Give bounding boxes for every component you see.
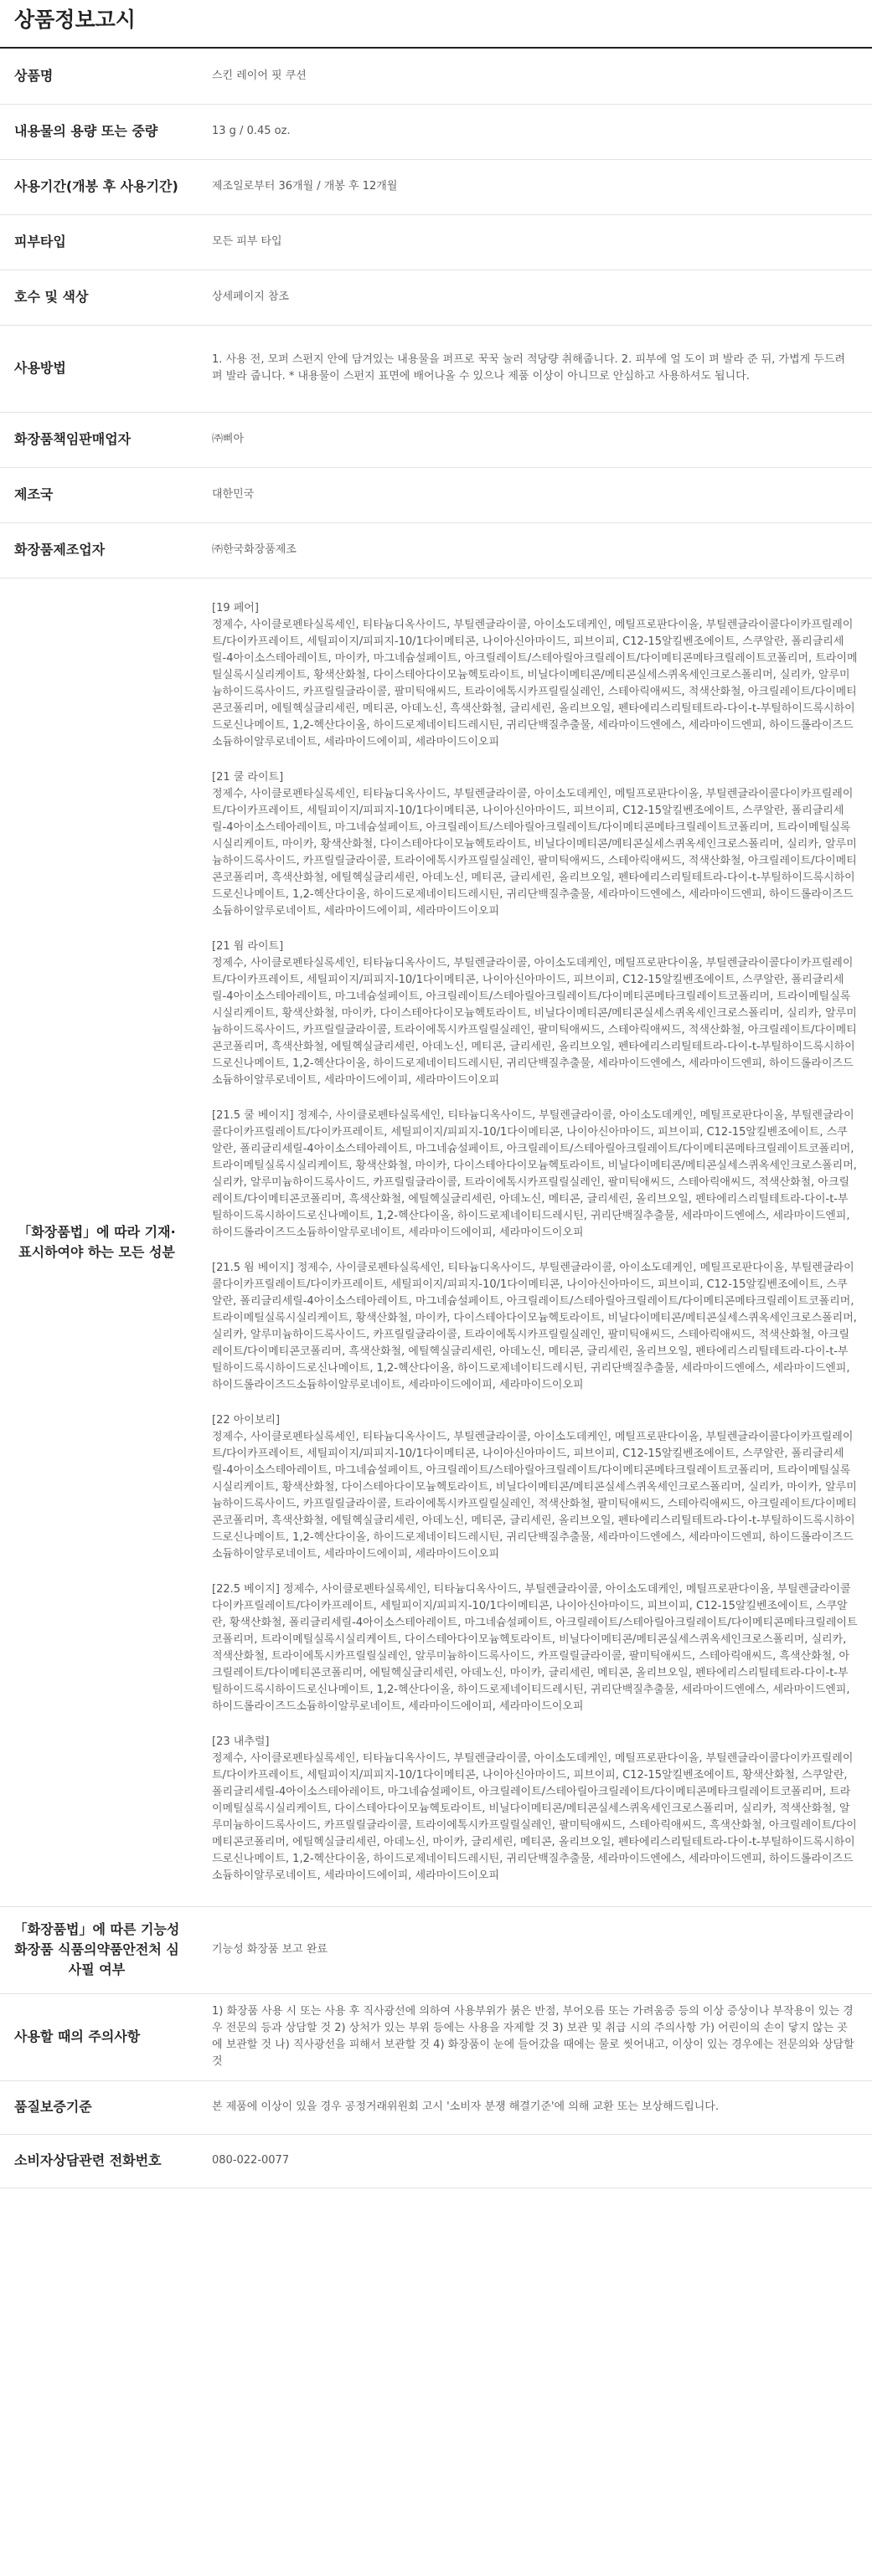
info-row-ingredients: [0, 578, 872, 1906]
row-value: 080-022-0077: [193, 2134, 872, 2188]
ingredient-block: [21.5 웜 베이지] 정제수, 사이클로펜타실록세인, 티타늄디옥사이드, 부틸렌글라이콜, 아이소도데케인, 메틸프로판다이올, 부틸렌글라이콜다이카프릴레이트/다이카프레이트, 세틸피이지/피피지-10/1다이메티콘, 나이아신아마이드, 피브이피, C12-15알킬벤조에이트, 스쿠알란, 폴리글리세릴-4아이소스테아레이트, 마그네슘설페이트, 아크릴레이트/스테아릴아크릴레이트/다이메티콘메타크릴레이트코폴리머, 트라이메틸실록시실리케이트, 황색산화철, 마이카, 다이스테아다이모늄헥토라이트, 비닐다이메티콘/메티콘실세스퀴옥세인크로스폴리머, 실리카, 알루미늄하이드록사이드, 카프릴릴글라이콜, 트라이에톡시카프릴릴실레인, 팔미틱애씨드, 스테아릭애씨드, 적색산화철, 아크릴레이트/다이메티콘코폴리머, 흑색산화철, 에틸헥실글리세린, 아데노신, 메티콘, 글리세린, 올리브오일, 펜타에리스리틸테트라-다이-t-부틸하이드록시하이드로신나메이트, 1,2-헥산다이올, 하이드로제네이티드레시틴, 귀리단백질추출물, 세라마이드엔에스, 세라마이드엔피, 하이드롤라이즈드소듐하이알루로네이트, 세라마이드에이피, 세라마이드이오피: [212, 1261, 857, 1391]
row-label: 제조국: [0, 467, 193, 522]
ingredient-block: [23 내추럴] 정제수, 사이클로펜타실록세인, 티타늄디옥사이드, 부틸렌글라이콜, 아이소도데케인, 메틸프로판다이올, 부틸렌글라이콜다이카프릴레이트/다이카프레이트, 세틸피이지/피피지-10/1다이메티콘, 나이아신아마이드, 피브이피, C12-15알킬벤조에이트, 황색산화철, 스쿠알란, 폴리글리세릴-4아이소스테아레이트, 마그네슘설페이트, 아크릴레이트/스테아릴아크릴레이트/다이메티콘메타크릴레이트코폴리머, 트라이메틸실록시실리케이트, 다이스테아다이모늄헥토라이트, 비닐다이메티콘/메티콘실세스퀴옥세인크로스폴리머, 실리카, 적색산화철, 알루미늄하이드록사이드, 카프릴릴글라이콜, 트라이에톡시카프릴릴실레인, 팔미틱애씨드, 스테아릭애씨드, 흑색산화철, 아크릴레이트/다이메티콘코폴리머, 에틸헥실글리세린, 아데노신, 마이카, 글리세린, 메티콘, 올리브오일, 펜타에리스리틸테트라-다이-t-부틸하이드록시하이드로신나메이트, 1,2-헥산다이올, 하이드로제네이티드레시틴, 귀리단백질추출물, 세라마이드엔에스, 세라마이드엔피, 하이드롤라이즈드소듐하이알루로네이트, 세라마이드에이피, 세라마이드이오피: [212, 1735, 857, 1882]
info-row-skin-type: [0, 214, 872, 270]
row-label: 「화장품법」에 따라 기재·표시하여야 하는 모든 성분: [0, 578, 193, 1906]
ingredient-block: [22 아이보리] 정제수, 사이클로펜타실록세인, 티타늄디옥사이드, 부틸렌글라이콜, 아이소도데케인, 메틸프로판다이올, 부틸렌글라이콜다이카프릴레이트/다이카프레이트, 세틸피이지/피피지-10/1다이메티콘, 나이아신아마이드, 피브이피, C12-15알킬벤조에이트, 스쿠알란, 폴리글리세릴-4아이소스테아레이트, 마그네슘설페이트, 아크릴레이트/스테아릴아크릴레이트/다이메티콘메타크릴레이트코폴리머, 트라이메틸실록시실리케이트, 황색산화철, 다이스테아다이모늄헥토라이트, 비닐다이메티콘/메티콘실세스퀴옥세인크로스폴리머, 실리카, 마이카, 알루미늄하이드록사이드, 카프릴릴글라이콜, 트라이에톡시카프릴릴실레인, 적색산화철, 팔미틱애씨드, 스테아릭애씨드, 아크릴레이트/다이메티콘코폴리머, 흑색산화철, 에틸헥실글리세린, 아데노신, 메티콘, 글리세린, 올리브오일, 펜타에리스리틸테트라-다이-t-부틸하이드록시하이드로신나메이트, 1,2-헥산다이올, 하이드로제네이티드레시틴, 귀리단백질추출물, 세라마이드엔에스, 세라마이드엔피, 하이드롤라이즈드소듐하이알루로네이트, 세라마이드에이피, 세라마이드이오피: [212, 1413, 857, 1561]
row-value: 제조일로부터 36개월 / 개봉 후 12개월: [193, 159, 872, 214]
info-row-functional: [0, 1906, 872, 1993]
row-label: 사용할 때의 주의사항: [0, 1993, 193, 2080]
row-value: 1. 사용 전, 모퍼 스펀지 안에 담겨있는 내용물을 퍼프로 꾹꾹 눌러 적당량 취해줍니다. 2. 피부에 얼 도이 펴 발라 준 뒤, 가볍게 두드려 펴 발라 줍니다. * 내용물이 스펀지 표면에 배어나올 수 있으나 제품 이상이 아니므로 안심하고 사용하셔도 됩니다.: [193, 325, 872, 412]
info-row-caution: [0, 1993, 872, 2080]
ingredient-block: [19 페어] 정제수, 사이클로펜타실록세인, 티타늄디옥사이드, 부틸렌글라이콜, 아이소도데케인, 메틸프로판다이올, 부틸렌글라이콜다이카프릴레이트/다이카프레이트, 세틸피이지/피피지-10/1다이메티콘, 나이아신아마이드, 피브이피, C12-15알킬벤조에이트, 스쿠알란, 폴리글리세릴-4아이소스테아레이트, 마이카, 마그네슘설페이트, 아크릴레이트/스테아릴아크릴레이트/다이메티콘메타크릴레이트코폴리머, 트라이메틸실록시실리케이트, 황색산화철, 다이스테아다이모늄헥토라이트, 비닐다이메티콘/메티콘실세스퀴옥세인크로스폴리머, 실리카, 알루미늄하이드록사이드, 카프릴릴글라이콜, 팔미틱애씨드, 트라이에톡시카프릴릴실레인, 스테아릭애씨드, 적색산화철, 아크릴레이트/다이메티콘코폴리머, 에틸헥실글리세린, 메티콘, 아데노신, 흑색산화철, 글리세린, 올리브오일, 펜타에리스리틸테트라-다이-t-부틸하이드록시하이드로신나메이트, 1,2-헥산다이올, 하이드로제네이티드레시틴, 귀리단백질추출물, 세라마이드엔에스, 세라마이드엔피, 하이드롤라이즈드소듐하이알루로네이트, 세라마이드에이피, 세라마이드이오피: [212, 601, 858, 748]
info-row-maker: [0, 522, 872, 578]
info-row-shade: [0, 270, 872, 325]
ingredient-block: [21 쿨 라이트] 정제수, 사이클로펜타실록세인, 티타늄디옥사이드, 부틸렌글라이콜, 아이소도데케인, 메틸프로판다이올, 부틸렌글라이콜다이카프릴레이트/다이카프레이트, 세틸피이지/피피지-10/1다이메티콘, 나이아신아마이드, 피브이피, C12-15알킬벤조에이트, 스쿠알란, 폴리글리세릴-4아이소스테아레이트, 마그네슘설페이트, 아크릴레이트/스테아릴아크릴레이트/다이메티콘메타크릴레이트코폴리머, 트라이메틸실록시실리케이트, 마이카, 황색산화철, 다이스테아다이모늄헥토라이트, 비닐다이메티콘/메티콘실세스퀴옥세인크로스폴리머, 실리카, 알루미늄하이드록사이드, 카프릴릴글라이콜, 트라이에톡시카프릴릴실레인, 팔미틱애씨드, 스테아릭애씨드, 적색산화철, 아크릴레이트/다이메티콘코폴리머, 흑색산화철, 에틸헥실글리세린, 아데노신, 메티콘, 글리세린, 올리브오일, 펜타에리스리틸테트라-다이-t-부틸하이드록시하이드로신나메이트, 1,2-헥산다이올, 하이드로제네이티드레시틴, 귀리단백질추출물, 세라마이드엔에스, 세라마이드엔피, 하이드롤라이즈드소듐하이알루로네이트, 세라마이드에이피, 세라마이드이오피: [212, 770, 857, 918]
row-label: 「화장품법」에 따른 기능성 화장품 식품의약품안전처 심사필 여부: [0, 1906, 193, 1993]
info-row-period: [0, 159, 872, 214]
row-label: 사용기간(개봉 후 사용기간): [0, 159, 193, 214]
row-value: 스킨 레이어 핏 쿠션: [193, 49, 872, 104]
product-info-table: [0, 49, 872, 2188]
row-label: 호수 및 색상: [0, 270, 193, 325]
row-value: ㈜삐아: [193, 412, 872, 467]
info-row-quality: [0, 2080, 872, 2134]
info-row-usage: [0, 325, 872, 412]
page-title: 상품정보고시: [0, 0, 872, 49]
info-row-volume: [0, 104, 872, 159]
row-label: 화장품제조업자: [0, 522, 193, 578]
info-row-phone: [0, 2134, 872, 2188]
ingredient-block: [21.5 쿨 베이지] 정제수, 사이클로펜타실록세인, 티타늄디옥사이드, 부틸렌글라이콜, 아이소도데케인, 메틸프로판다이올, 부틸렌글라이콜다이카프릴레이트/다이카프레이트, 세틸피이지/피피지-10/1다이메티콘, 나이아신아마이드, 피브이피, C12-15알킬벤조에이트, 스쿠알란, 폴리글리세릴-4아이소스테아레이트, 마그네슘설페이트, 아크릴레이트/스테아릴아크릴레이트/다이메티콘메타크릴레이트코폴리머, 트라이메틸실록시실리케이트, 황색산화철, 마이카, 다이스테아다이모늄헥토라이트, 비닐다이메티콘/메티콘실세스퀴옥세인크로스폴리머, 실리카, 알루미늄하이드록사이드, 카프릴릴글라이콜, 트라이에톡시카프릴릴실레인, 팔미틱애씨드, 스테아릭애씨드, 적색산화철, 아크릴레이트/다이메티콘코폴리머, 흑색산화철, 에틸헥실글리세린, 아데노신, 메티콘, 글리세린, 올리브오일, 펜타에리스리틸테트라-다이-t-부틸하이드록시하이드로신나메이트, 1,2-헥산다이올, 하이드로제네이티드레시틴, 귀리단백질추출물, 세라마이드엔에스, 세라마이드엔피, 하이드롤라이즈드소듐하이알루로네이트, 세라마이드에이피, 세라마이드이오피: [212, 1108, 857, 1239]
ingredient-block: [22.5 베이지] 정제수, 사이클로펜타실록세인, 티타늄디옥사이드, 부틸렌글라이콜, 아이소도데케인, 메틸프로판다이올, 부틸렌글라이콜다이카프릴레이트/다이카프레이트, 세틸피이지/피피지-10/1다이메티콘, 나이아신아마이드, 피브이피, C12-15알킬벤조에이트, 스쿠알란, 황색산화철, 폴리글리세릴-4아이소스테아레이트, 마그네슘설페이트, 아크릴레이트/스테아릴아크릴레이트/다이메티콘메타크릴레이트코폴리머, 트라이메틸실록시실리케이트, 다이스테아다이모늄헥토라이트, 비닐다이메티콘/메티콘실세스퀴옥세인크로스폴리머, 실리카, 적색산화철, 트라이에톡시카프릴릴실레인, 알루미늄하이드록사이드, 카프릴릴글라이콜, 팔미틱애씨드, 스테아릭애씨드, 흑색산화철, 아크릴레이트/다이메티콘코폴리머, 에틸헥실글리세린, 아데노신, 마이카, 글리세린, 메티콘, 올리브오일, 펜타에리스리틸테트라-다이-t-부틸하이드록시하이드로신나메이트, 1,2-헥산다이올, 하이드로제네이티드레시틴, 귀리단백질추출물, 세라마이드엔에스, 세라마이드엔피, 하이드롤라이즈드소듐하이알루로네이트, 세라마이드에이피, 세라마이드이오피: [212, 1582, 858, 1713]
row-value: 모든 피부 타입: [193, 214, 872, 270]
row-label: 품질보증기준: [0, 2080, 193, 2134]
row-value: 본 제품에 이상이 있을 경우 공정거래위원회 고시 '소비자 분쟁 해결기준'에 의해 교환 또는 보상해드립니다.: [193, 2080, 872, 2134]
ingredients-list: [193, 578, 872, 1906]
row-label: 화장품책임판매업자: [0, 412, 193, 467]
row-label: 소비자상담관련 전화번호: [0, 2134, 193, 2188]
row-label: 내용물의 용량 또는 중량: [0, 104, 193, 159]
row-value: 13 g / 0.45 oz.: [193, 104, 872, 159]
info-row-seller: [0, 412, 872, 467]
info-row-name: [0, 49, 872, 104]
row-label: 상품명: [0, 49, 193, 104]
row-label: 사용방법: [0, 325, 193, 412]
row-value: 기능성 화장품 보고 완료: [193, 1906, 872, 1993]
row-value: 상세페이지 참조: [193, 270, 872, 325]
row-value: 대한민국: [193, 467, 872, 522]
ingredient-block: [21 웜 라이트] 정제수, 사이클로펜타실록세인, 티타늄디옥사이드, 부틸렌글라이콜, 아이소도데케인, 메틸프로판다이올, 부틸렌글라이콜다이카프릴레이트/다이카프레이트, 세틸피이지/피피지-10/1다이메티콘, 나이아신아마이드, 피브이피, C12-15알킬벤조에이트, 스쿠알란, 폴리글리세릴-4아이소스테아레이트, 마그네슘설페이트, 아크릴레이트/스테아릴아크릴레이트/다이메티콘메타크릴레이트코폴리머, 트라이메틸실록시실리케이트, 황색산화철, 마이카, 다이스테아다이모늄헥토라이트, 비닐다이메티콘/메티콘실세스퀴옥세인크로스폴리머, 실리카, 알루미늄하이드록사이드, 카프릴릴글라이콜, 트라이에톡시카프릴릴실레인, 팔미틱애씨드, 스테아릭애씨드, 적색산화철, 아크릴레이트/다이메티콘코폴리머, 흑색산화철, 에틸헥실글리세린, 아데노신, 메티콘, 글리세린, 올리브오일, 펜타에리스리틸테트라-다이-t-부틸하이드록시하이드로신나메이트, 1,2-헥산다이올, 하이드로제네이티드레시틴, 귀리단백질추출물, 세라마이드엔에스, 세라마이드엔피, 하이드롤라이즈드소듐하이알루로네이트, 세라마이드에이피, 세라마이드이오피: [212, 939, 857, 1087]
row-label: 피부타입: [0, 214, 193, 270]
row-value: 1) 화장품 사용 시 또는 사용 후 직사광선에 의하여 사용부위가 붉은 반점, 부어오름 또는 가려움증 등의 이상 증상이나 부작용이 있는 경우 전문의 등과 상담할 것 2) 상처가 있는 부위 등에는 사용을 자제할 것 3) 보관 및 취급 시의 주의사항 가) 어린이의 손이 닿지 않는 곳에 보관할 것 나) 직사광선을 피해서 보관할 것 4) 화장품이 눈에 들어갔을 때에는 물로 씻어내고, 이상이 있는 경우에는 전문의와 상담할 것: [193, 1993, 872, 2080]
info-row-country: [0, 467, 872, 522]
row-value: ㈜한국화장품제조: [193, 522, 872, 578]
